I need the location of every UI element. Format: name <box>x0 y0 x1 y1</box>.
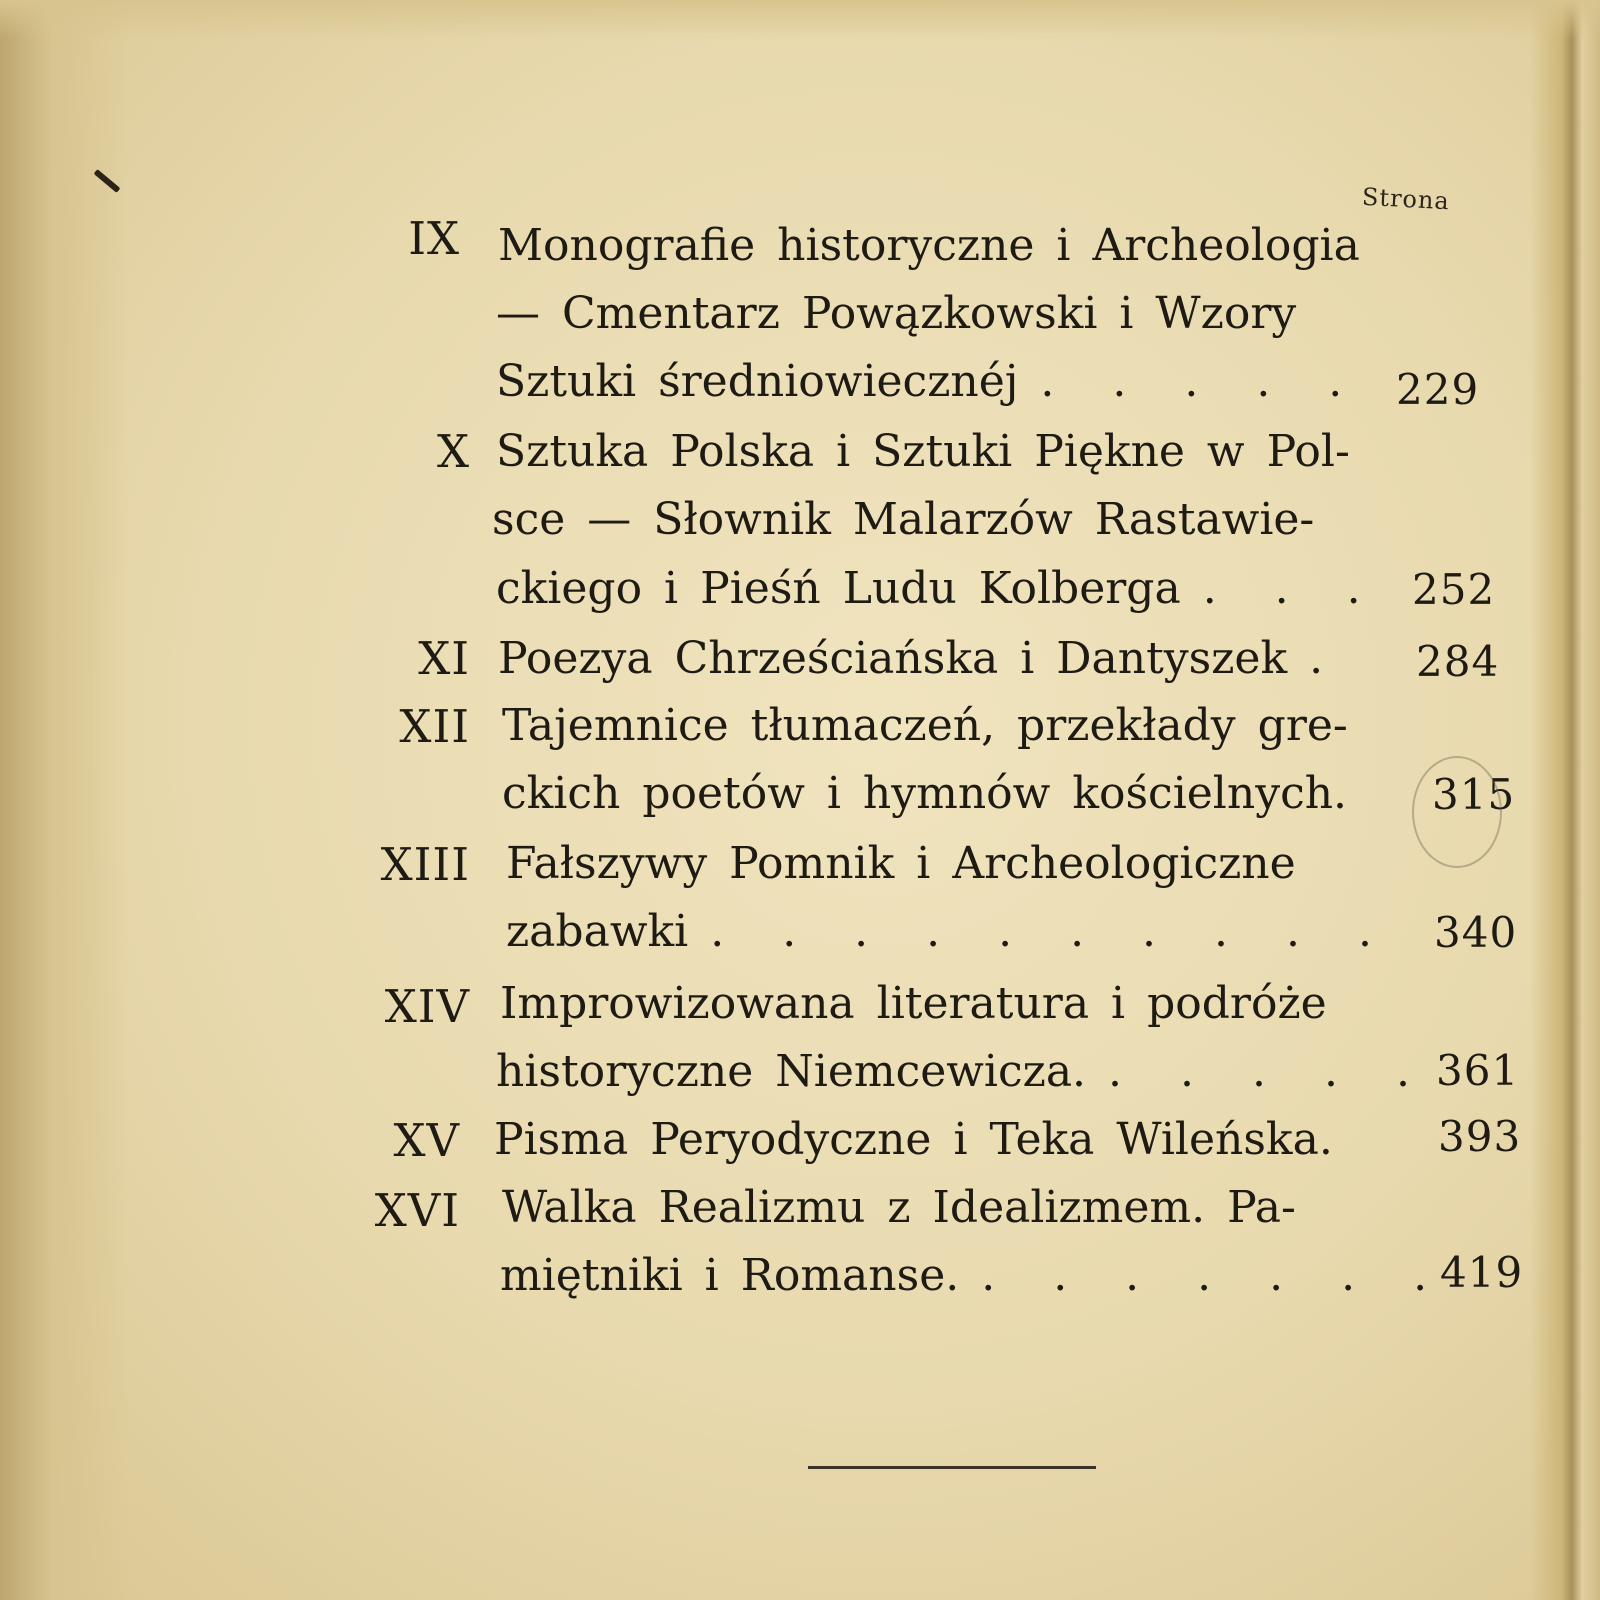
leader-dots: . . . . . . . <box>981 1250 1446 1301</box>
leader-dots: . <box>1309 633 1342 684</box>
entry-line: Poezya Chrześciańska i Dantyszek . <box>498 633 1342 684</box>
leader-dots: . . . . . <box>1108 1046 1428 1097</box>
entry-line: Improwizowana literatura i podróże <box>500 978 1327 1029</box>
entry-line: Pisma Peryodyczne i Teka Wileńska. <box>494 1114 1333 1165</box>
chapter-numeral: IX <box>408 212 460 265</box>
page-number: 229 <box>1396 365 1480 414</box>
chapter-numeral: X <box>436 425 470 478</box>
page-number: 284 <box>1416 637 1500 686</box>
chapter-numeral: XIV <box>384 980 470 1033</box>
page-number: 340 <box>1434 908 1518 957</box>
page-column-label: Strona <box>1361 182 1451 216</box>
closing-rule <box>808 1466 1096 1469</box>
entry-line: ckich poetów i hymnów kościelnych. <box>502 768 1348 819</box>
entry-line: Sztuka Polska i Sztuki Piękne w Pol- <box>496 426 1350 477</box>
leader-dots: . . . . . . . . . . <box>710 906 1390 957</box>
chapter-numeral: XVI <box>374 1184 460 1237</box>
entry-line: ckiego i Pieśń Ludu Kolberga . . . <box>496 563 1379 614</box>
page-number: 315 <box>1432 770 1516 819</box>
page-number: 252 <box>1412 565 1496 614</box>
entry-line: zabawki . . . . . . . . . . <box>506 906 1390 957</box>
page-number: 419 <box>1440 1248 1524 1297</box>
entry-line: Fałszywy Pomnik i Archeologiczne <box>506 838 1296 889</box>
entry-line: Sztuki średniowiecznéj . . . . . <box>496 356 1361 407</box>
entry-line: — Cmentarz Powązkowski i Wzory <box>496 288 1297 339</box>
leader-dots: . . . . . <box>1040 356 1361 407</box>
chapter-numeral: XII <box>399 700 470 753</box>
pencil-circle <box>1412 756 1502 868</box>
chapter-numeral: XV <box>393 1114 460 1167</box>
page-number: 393 <box>1438 1112 1522 1161</box>
entry-line: sce — Słownik Malarzów Rastawie- <box>492 494 1315 545</box>
chapter-numeral: XI <box>418 632 470 685</box>
entry-line: historyczne Niemcewicza. . . . . . <box>496 1046 1428 1097</box>
page-number: 361 <box>1436 1046 1520 1095</box>
entry-line: Monografie historyczne i Archeologia <box>498 220 1360 271</box>
entry-line: Walka Realizmu z Idealizmem. Pa- <box>502 1182 1296 1233</box>
entry-line: miętniki i Romanse. . . . . . . . <box>500 1250 1446 1301</box>
leader-dots: . . . <box>1202 563 1379 614</box>
entry-line: Tajemnice tłumaczeń, przekłady gre- <box>502 700 1348 751</box>
chapter-numeral: XIII <box>380 838 470 891</box>
